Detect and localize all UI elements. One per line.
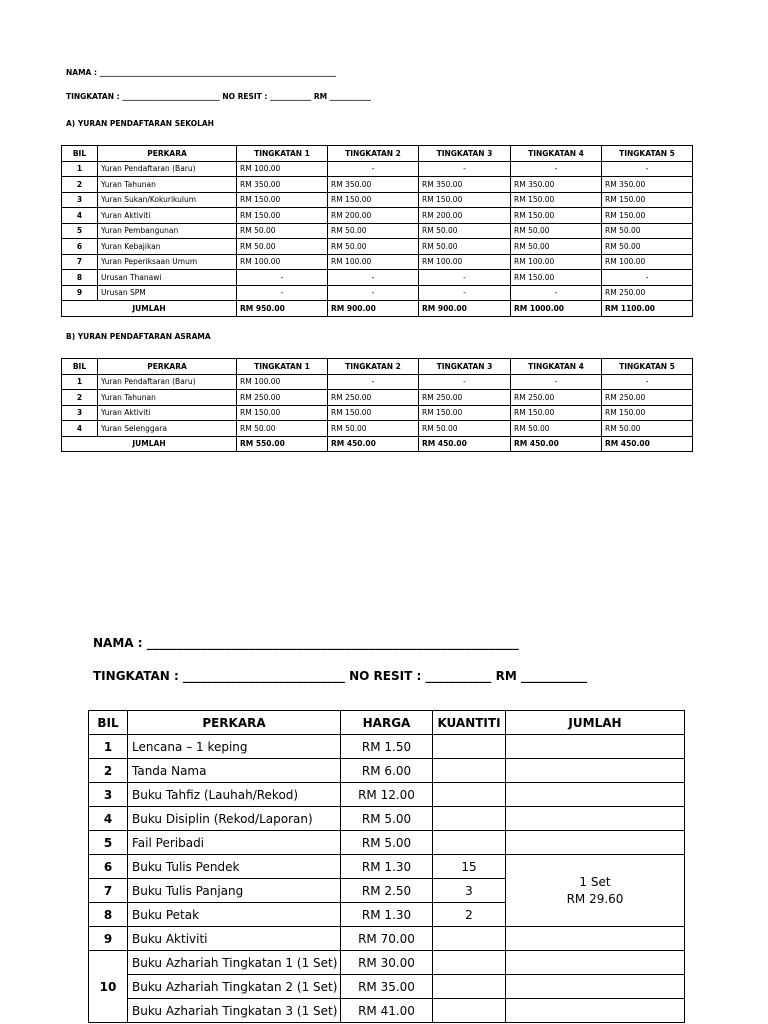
fee-cell: -	[419, 270, 511, 286]
perkara-cell: Fail Peribadi	[128, 831, 341, 855]
table-row	[89, 831, 685, 855]
kuantiti-cell	[433, 927, 506, 951]
perkara-cell: Tanda Nama	[128, 759, 341, 783]
kuantiti-cell	[433, 831, 506, 855]
perkara-cell: Buku Tulis Panjang	[128, 879, 341, 903]
fee-cell: RM 250.00	[419, 390, 511, 406]
section-b-title: B) YURAN PENDAFTARAN ASRAMA	[66, 332, 211, 341]
bil-cell: 2	[62, 390, 98, 406]
fee-cell: RM 50.00	[237, 223, 328, 239]
bil-cell: 4	[89, 807, 128, 831]
header-bil: BIL	[62, 359, 98, 375]
fee-cell: RM 200.00	[328, 208, 419, 224]
header-tingkatan-4: TINGKATAN 4	[511, 146, 602, 162]
kuantiti-cell	[433, 975, 506, 999]
fee-cell: RM 250.00	[602, 390, 693, 406]
table-header-row	[62, 146, 693, 162]
nama-line: NAMA : _______________________________________________________________	[66, 68, 336, 77]
table-row	[89, 807, 685, 831]
fee-cell: RM 100.00	[237, 161, 328, 177]
table-row	[62, 405, 693, 421]
bil-cell: 3	[62, 192, 98, 208]
kuantiti-cell: 15	[433, 855, 506, 879]
total-cell: RM 450.00	[602, 436, 693, 452]
hostel-fee-rows	[62, 374, 693, 452]
table-row	[62, 421, 693, 437]
fee-cell: RM 50.00	[328, 223, 419, 239]
header-tingkatan-2: TINGKATAN 2	[328, 359, 419, 375]
set-quantity-label: 1 Set	[579, 874, 611, 889]
kuantiti-cell	[433, 951, 506, 975]
bil-cell: 1	[62, 161, 98, 177]
table-row	[89, 855, 685, 879]
perkara-cell: Yuran Peperiksaan Umum	[98, 254, 237, 270]
table-row	[89, 975, 685, 999]
fee-cell: RM 150.00	[511, 208, 602, 224]
total-cell: RM 950.00	[237, 301, 328, 317]
items-rows	[89, 735, 685, 1023]
table-row	[62, 270, 693, 286]
header-perkara: PERKARA	[98, 146, 237, 162]
jumlah-cell	[506, 975, 685, 999]
bil-cell: 3	[89, 783, 128, 807]
perkara-cell: Urusan SPM	[98, 285, 237, 301]
set-total-cell	[506, 855, 685, 927]
section-a-title: A) YURAN PENDAFTARAN SEKOLAH	[66, 119, 214, 128]
perkara-cell: Lencana – 1 keping	[128, 735, 341, 759]
fee-cell: RM 350.00	[419, 177, 511, 193]
bil-cell: 8	[89, 903, 128, 927]
bil-cell: 1	[62, 374, 98, 390]
fee-cell: -	[237, 285, 328, 301]
table-row	[89, 783, 685, 807]
table-row	[62, 208, 693, 224]
kuantiti-cell	[433, 759, 506, 783]
header-perkara: PERKARA	[128, 711, 341, 735]
fee-cell: -	[328, 270, 419, 286]
header-tingkatan-3: TINGKATAN 3	[419, 146, 511, 162]
table-row	[89, 927, 685, 951]
harga-cell: RM 12.00	[341, 783, 433, 807]
kuantiti-cell: 2	[433, 903, 506, 927]
jumlah-cell	[506, 759, 685, 783]
fee-cell: RM 250.00	[602, 285, 693, 301]
total-label: JUMLAH	[62, 301, 237, 317]
kuantiti-cell	[433, 735, 506, 759]
bil-cell: 9	[62, 285, 98, 301]
hostel-fee-table	[61, 358, 693, 452]
fee-cell: RM 150.00	[511, 192, 602, 208]
total-cell: RM 900.00	[328, 301, 419, 317]
table-row	[62, 161, 693, 177]
harga-cell: RM 2.50	[341, 879, 433, 903]
bil-cell: 8	[62, 270, 98, 286]
fee-cell: RM 100.00	[419, 254, 511, 270]
bil-cell: 1	[89, 735, 128, 759]
kuantiti-cell	[433, 999, 506, 1023]
table-row	[62, 192, 693, 208]
harga-cell: RM 1.50	[341, 735, 433, 759]
fee-cell: RM 150.00	[602, 192, 693, 208]
total-cell: RM 450.00	[328, 436, 419, 452]
fee-cell: RM 150.00	[511, 405, 602, 421]
fee-cell: -	[602, 161, 693, 177]
table-row	[62, 390, 693, 406]
fee-cell: RM 150.00	[237, 405, 328, 421]
table-row	[89, 759, 685, 783]
fee-cell: RM 150.00	[328, 405, 419, 421]
fee-cell: RM 50.00	[419, 239, 511, 255]
header-tingkatan-2: TINGKATAN 2	[328, 146, 419, 162]
jumlah-cell	[506, 999, 685, 1023]
fee-cell: -	[419, 285, 511, 301]
fee-cell: RM 350.00	[328, 177, 419, 193]
fee-cell: RM 50.00	[419, 223, 511, 239]
bil-cell: 4	[62, 421, 98, 437]
fee-cell: -	[511, 161, 602, 177]
fee-cell: -	[602, 270, 693, 286]
jumlah-cell	[506, 807, 685, 831]
school-fee-table	[61, 145, 693, 317]
perkara-cell: Buku Tahfiz (Lauhah/Rekod)	[128, 783, 341, 807]
fee-cell: RM 100.00	[328, 254, 419, 270]
fee-cell: RM 50.00	[419, 421, 511, 437]
jumlah-cell	[506, 735, 685, 759]
bil-cell: 2	[89, 759, 128, 783]
fee-cell: RM 350.00	[511, 177, 602, 193]
perkara-cell: Yuran Pembangunan	[98, 223, 237, 239]
table-row	[62, 223, 693, 239]
total-cell: RM 1100.00	[602, 301, 693, 317]
kuantiti-cell	[433, 783, 506, 807]
header-harga: HARGA	[341, 711, 433, 735]
fee-cell: -	[511, 374, 602, 390]
harga-cell: RM 6.00	[341, 759, 433, 783]
bil-cell: 6	[62, 239, 98, 255]
table-row	[62, 177, 693, 193]
header-tingkatan-5: TINGKATAN 5	[602, 359, 693, 375]
bil-cell: 5	[62, 223, 98, 239]
fee-cell: -	[328, 285, 419, 301]
fee-cell: -	[328, 161, 419, 177]
fee-cell: RM 50.00	[511, 223, 602, 239]
bil-cell: 6	[89, 855, 128, 879]
header-tingkatan-1: TINGKATAN 1	[237, 359, 328, 375]
bil-cell: 3	[62, 405, 98, 421]
fee-cell: RM 50.00	[511, 421, 602, 437]
bil-cell: 2	[62, 177, 98, 193]
fee-cell: RM 200.00	[419, 208, 511, 224]
fee-cell: RM 350.00	[602, 177, 693, 193]
total-cell: RM 450.00	[419, 436, 511, 452]
fee-cell: RM 150.00	[419, 405, 511, 421]
harga-cell: RM 70.00	[341, 927, 433, 951]
fee-cell: RM 150.00	[328, 192, 419, 208]
perkara-cell: Buku Azhariah Tingkatan 2 (1 Set)	[128, 975, 341, 999]
jumlah-cell	[506, 831, 685, 855]
perkara-cell: Buku Aktiviti	[128, 927, 341, 951]
fee-cell: RM 250.00	[328, 390, 419, 406]
fee-cell: -	[237, 270, 328, 286]
fee-cell: RM 100.00	[237, 254, 328, 270]
fee-cell: RM 150.00	[419, 192, 511, 208]
fee-cell: -	[328, 374, 419, 390]
perkara-cell: Buku Petak	[128, 903, 341, 927]
harga-cell: RM 41.00	[341, 999, 433, 1023]
bil-cell: 9	[89, 927, 128, 951]
total-cell: RM 450.00	[511, 436, 602, 452]
perkara-cell: Buku Azhariah Tingkatan 3 (1 Set)	[128, 999, 341, 1023]
table-row	[62, 239, 693, 255]
table-row	[62, 254, 693, 270]
perkara-cell: Yuran Kebajikan	[98, 239, 237, 255]
header-tingkatan-4: TINGKATAN 4	[511, 359, 602, 375]
header-jumlah: JUMLAH	[506, 711, 685, 735]
harga-cell: RM 1.30	[341, 855, 433, 879]
fee-cell: RM 50.00	[511, 239, 602, 255]
nama-line-2: NAMA : ______________________________________________________________	[93, 636, 519, 650]
perkara-cell: Yuran Selenggara	[98, 421, 237, 437]
fee-cell: RM 50.00	[602, 239, 693, 255]
fee-cell: -	[419, 161, 511, 177]
fee-cell: RM 50.00	[602, 223, 693, 239]
fee-cell: RM 150.00	[237, 192, 328, 208]
header-perkara: PERKARA	[98, 359, 237, 375]
perkara-cell: Yuran Tahunan	[98, 390, 237, 406]
fee-cell: -	[602, 374, 693, 390]
tingkatan-resit-line-2: TINGKATAN : ___________________________ NO RESIT : ___________ RM ___________	[93, 669, 587, 683]
kuantiti-cell	[433, 807, 506, 831]
header-bil: BIL	[89, 711, 128, 735]
fee-cell: RM 50.00	[602, 421, 693, 437]
table-row	[89, 951, 685, 975]
harga-cell: RM 1.30	[341, 903, 433, 927]
set-price-label: RM 29.60	[566, 891, 624, 906]
perkara-cell: Yuran Tahunan	[98, 177, 237, 193]
fee-cell: RM 250.00	[511, 390, 602, 406]
perkara-cell: Yuran Aktiviti	[98, 405, 237, 421]
perkara-cell: Buku Disiplin (Rekod/Laporan)	[128, 807, 341, 831]
harga-cell: RM 5.00	[341, 831, 433, 855]
perkara-cell: Buku Tulis Pendek	[128, 855, 341, 879]
fee-cell: RM 100.00	[237, 374, 328, 390]
bil-cell: 7	[62, 254, 98, 270]
fee-cell: RM 100.00	[602, 254, 693, 270]
header-tingkatan-1: TINGKATAN 1	[237, 146, 328, 162]
total-cell: RM 900.00	[419, 301, 511, 317]
perkara-cell: Yuran Pendaftaran (Baru)	[98, 374, 237, 390]
total-label: JUMLAH	[62, 436, 237, 452]
perkara-cell: Urusan Thanawi	[98, 270, 237, 286]
school-fee-rows	[62, 161, 693, 316]
fee-cell: RM 250.00	[237, 390, 328, 406]
header-bil: BIL	[62, 146, 98, 162]
total-cell: RM 1000.00	[511, 301, 602, 317]
table-row	[89, 735, 685, 759]
table-row	[62, 374, 693, 390]
harga-cell: RM 30.00	[341, 951, 433, 975]
fee-cell: RM 100.00	[511, 254, 602, 270]
fee-cell: RM 350.00	[237, 177, 328, 193]
bil-cell: 7	[89, 879, 128, 903]
header-tingkatan-3: TINGKATAN 3	[419, 359, 511, 375]
header-tingkatan-5: TINGKATAN 5	[602, 146, 693, 162]
tingkatan-resit-line: TINGKATAN : __________________________ NO RESIT : ___________ RM ___________	[66, 92, 371, 101]
perkara-cell: Yuran Sukan/Kokurikulum	[98, 192, 237, 208]
harga-cell: RM 35.00	[341, 975, 433, 999]
bil-cell: 5	[89, 831, 128, 855]
table-header-row	[62, 359, 693, 375]
fee-cell: RM 50.00	[237, 239, 328, 255]
jumlah-cell	[506, 783, 685, 807]
header-kuantiti: KUANTITI	[433, 711, 506, 735]
fee-cell: RM 50.00	[328, 421, 419, 437]
fee-cell: RM 50.00	[328, 239, 419, 255]
fee-cell: -	[511, 285, 602, 301]
jumlah-cell	[506, 951, 685, 975]
items-table	[88, 710, 685, 1023]
fee-cell: RM 50.00	[237, 421, 328, 437]
total-row	[62, 436, 693, 452]
kuantiti-cell: 3	[433, 879, 506, 903]
total-cell: RM 550.00	[237, 436, 328, 452]
fee-cell: -	[419, 374, 511, 390]
jumlah-cell	[506, 927, 685, 951]
bil-cell: 10	[89, 951, 128, 1023]
total-row	[62, 301, 693, 317]
bil-cell: 4	[62, 208, 98, 224]
harga-cell: RM 5.00	[341, 807, 433, 831]
fee-cell: RM 150.00	[602, 208, 693, 224]
fee-cell: RM 150.00	[602, 405, 693, 421]
perkara-cell: Yuran Pendaftaran (Baru)	[98, 161, 237, 177]
table-header-row	[89, 711, 685, 735]
table-row	[89, 999, 685, 1023]
perkara-cell: Yuran Aktiviti	[98, 208, 237, 224]
fee-cell: RM 150.00	[511, 270, 602, 286]
table-row	[62, 285, 693, 301]
fee-cell: RM 150.00	[237, 208, 328, 224]
perkara-cell: Buku Azhariah Tingkatan 1 (1 Set)	[128, 951, 341, 975]
